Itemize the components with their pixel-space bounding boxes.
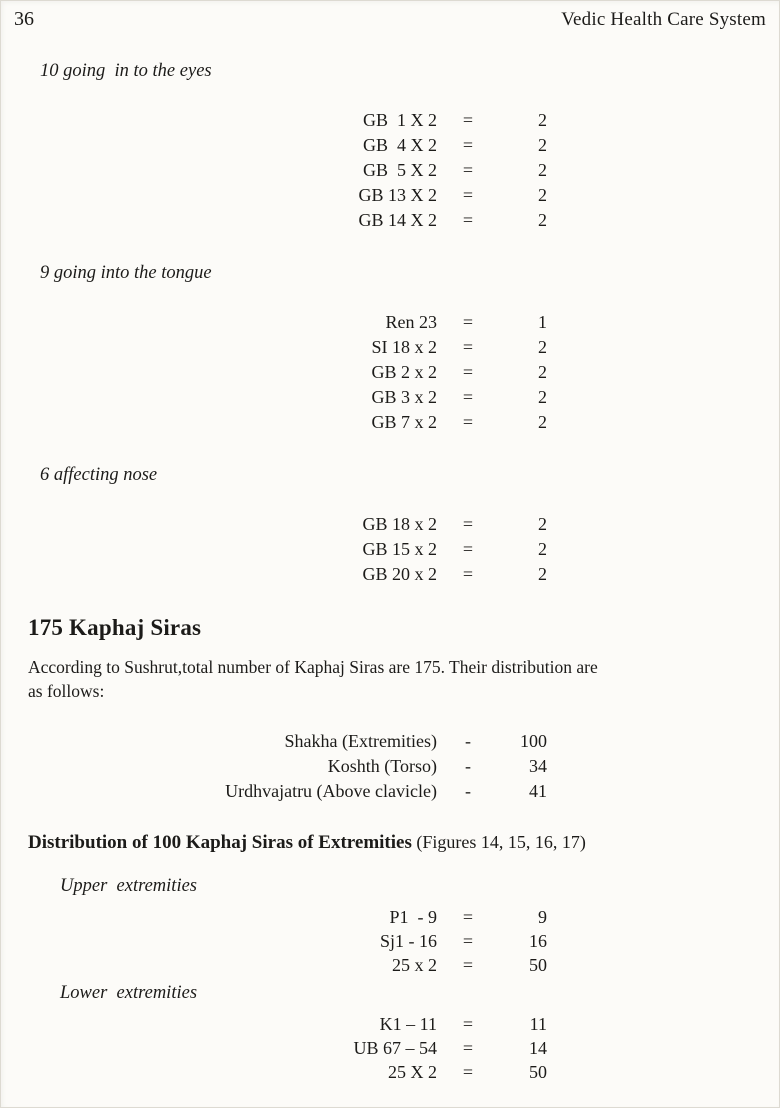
table-tongue xyxy=(137,310,780,435)
row-value: 2 xyxy=(538,135,547,155)
row-label: K1 – 11 xyxy=(379,1014,437,1034)
row-value: 2 xyxy=(538,412,547,432)
row-label: 25 X 2 xyxy=(388,1062,437,1082)
heading-figures-part: (Figures 14, 15, 16, 17) xyxy=(411,832,586,852)
equals-sign: = xyxy=(462,514,474,534)
row-value: 2 xyxy=(538,564,547,584)
equals-sign: = xyxy=(462,539,474,559)
equals-sign: = xyxy=(462,185,474,205)
table-row xyxy=(137,953,780,977)
table-row xyxy=(137,754,780,779)
running-title: Vedic Health Care System xyxy=(561,9,766,30)
kaphaj-paragraph xyxy=(28,655,766,703)
row-value: 2 xyxy=(538,210,547,230)
upper-extremities-heading: Upper extremities xyxy=(60,876,197,896)
row-value: 100 xyxy=(520,731,547,751)
table-eyes xyxy=(137,108,780,233)
row-value: 2 xyxy=(538,362,547,382)
kaphaj-siras-heading: 175 Kaphaj Siras xyxy=(28,615,202,640)
table-row xyxy=(137,108,780,133)
row-value: 1 xyxy=(538,312,547,332)
row-label: GB 18 x 2 xyxy=(362,514,437,534)
row-label: GB 5 X 2 xyxy=(362,160,437,180)
row-label: 25 x 2 xyxy=(392,955,437,975)
section-heading-tongue: 9 going into the tongue xyxy=(40,263,212,283)
table-row xyxy=(137,158,780,183)
row-label: Sj1 - 16 xyxy=(379,931,437,951)
table-row xyxy=(137,1060,780,1084)
table-row xyxy=(137,512,780,537)
row-value: 2 xyxy=(538,514,547,534)
equals-sign: = xyxy=(462,387,474,407)
row-value: 2 xyxy=(538,539,547,559)
equals-sign: = xyxy=(462,312,474,332)
row-value: 9 xyxy=(538,907,547,927)
table-row xyxy=(137,779,780,804)
equals-sign: = xyxy=(462,931,474,951)
row-label: UB 67 – 54 xyxy=(353,1038,437,1058)
table-lower-extremities xyxy=(137,1012,780,1084)
row-value: 16 xyxy=(529,931,547,951)
table-row xyxy=(137,729,780,754)
equals-sign: = xyxy=(462,210,474,230)
row-value: 2 xyxy=(538,387,547,407)
row-label: GB 7 x 2 xyxy=(371,412,437,432)
equals-sign: = xyxy=(462,160,474,180)
table-row xyxy=(137,905,780,929)
row-value: 2 xyxy=(538,110,547,130)
paragraph-line: as follows: xyxy=(28,681,105,701)
table-row xyxy=(137,133,780,158)
table-kaphaj-distribution xyxy=(137,729,780,804)
table-nose xyxy=(137,512,780,587)
row-label: Shakha (Extremities) xyxy=(284,731,437,751)
page-header xyxy=(0,0,780,31)
dash-sign: - xyxy=(465,756,471,776)
equals-sign: = xyxy=(462,1014,474,1034)
table-row xyxy=(137,1036,780,1060)
row-label: Urdhvajatru (Above clavicle) xyxy=(225,781,437,801)
row-value: 50 xyxy=(529,1062,547,1082)
table-row xyxy=(137,385,780,410)
table-upper-extremities xyxy=(137,905,780,977)
section-heading-eyes: 10 going in to the eyes xyxy=(40,61,212,81)
row-label: GB 3 x 2 xyxy=(371,387,437,407)
row-value: 11 xyxy=(529,1014,547,1034)
row-value: 41 xyxy=(529,781,547,801)
row-label: Ren 23 xyxy=(385,312,437,332)
equals-sign: = xyxy=(462,955,474,975)
row-label: GB 2 x 2 xyxy=(371,362,437,382)
lower-extremities-heading: Lower extremities xyxy=(60,983,198,1003)
table-row xyxy=(137,562,780,587)
row-label: SI 18 x 2 xyxy=(371,337,437,357)
equals-sign: = xyxy=(462,362,474,382)
table-row xyxy=(137,929,780,953)
row-label: Koshth (Torso) xyxy=(327,756,437,776)
equals-sign: = xyxy=(462,412,474,432)
row-label: GB 20 x 2 xyxy=(362,564,437,584)
table-row xyxy=(137,310,780,335)
row-value: 14 xyxy=(529,1038,547,1058)
row-label: GB 4 X 2 xyxy=(362,135,437,155)
row-label: GB 14 X 2 xyxy=(358,210,437,230)
row-label: GB 1 X 2 xyxy=(362,110,437,130)
table-row xyxy=(137,183,780,208)
row-label: GB 15 x 2 xyxy=(362,539,437,559)
heading-bold-part: Distribution of 100 Kaphaj Siras of Extremities xyxy=(28,832,412,853)
row-label: P1 - 9 xyxy=(389,907,437,927)
table-row xyxy=(137,208,780,233)
equals-sign: = xyxy=(462,1038,474,1058)
equals-sign: = xyxy=(462,1062,474,1082)
section-heading-nose: 6 affecting nose xyxy=(40,465,158,485)
equals-sign: = xyxy=(462,135,474,155)
row-value: 2 xyxy=(538,185,547,205)
row-value: 2 xyxy=(538,160,547,180)
row-value: 2 xyxy=(538,337,547,357)
paragraph-line: According to Sushrut,total number of Kaphaj Siras are 175. Their distribution are xyxy=(28,657,598,677)
equals-sign: = xyxy=(462,907,474,927)
extremities-distribution-heading xyxy=(28,832,780,854)
table-row xyxy=(137,410,780,435)
equals-sign: = xyxy=(462,564,474,584)
row-value: 50 xyxy=(529,955,547,975)
table-row xyxy=(137,537,780,562)
table-row xyxy=(137,360,780,385)
equals-sign: = xyxy=(462,110,474,130)
dash-sign: - xyxy=(465,781,471,801)
dash-sign: - xyxy=(465,731,471,751)
table-row xyxy=(137,335,780,360)
equals-sign: = xyxy=(462,337,474,357)
page-number: 36 xyxy=(14,8,34,30)
table-row xyxy=(137,1012,780,1036)
row-label: GB 13 X 2 xyxy=(358,185,437,205)
row-value: 34 xyxy=(529,756,547,776)
